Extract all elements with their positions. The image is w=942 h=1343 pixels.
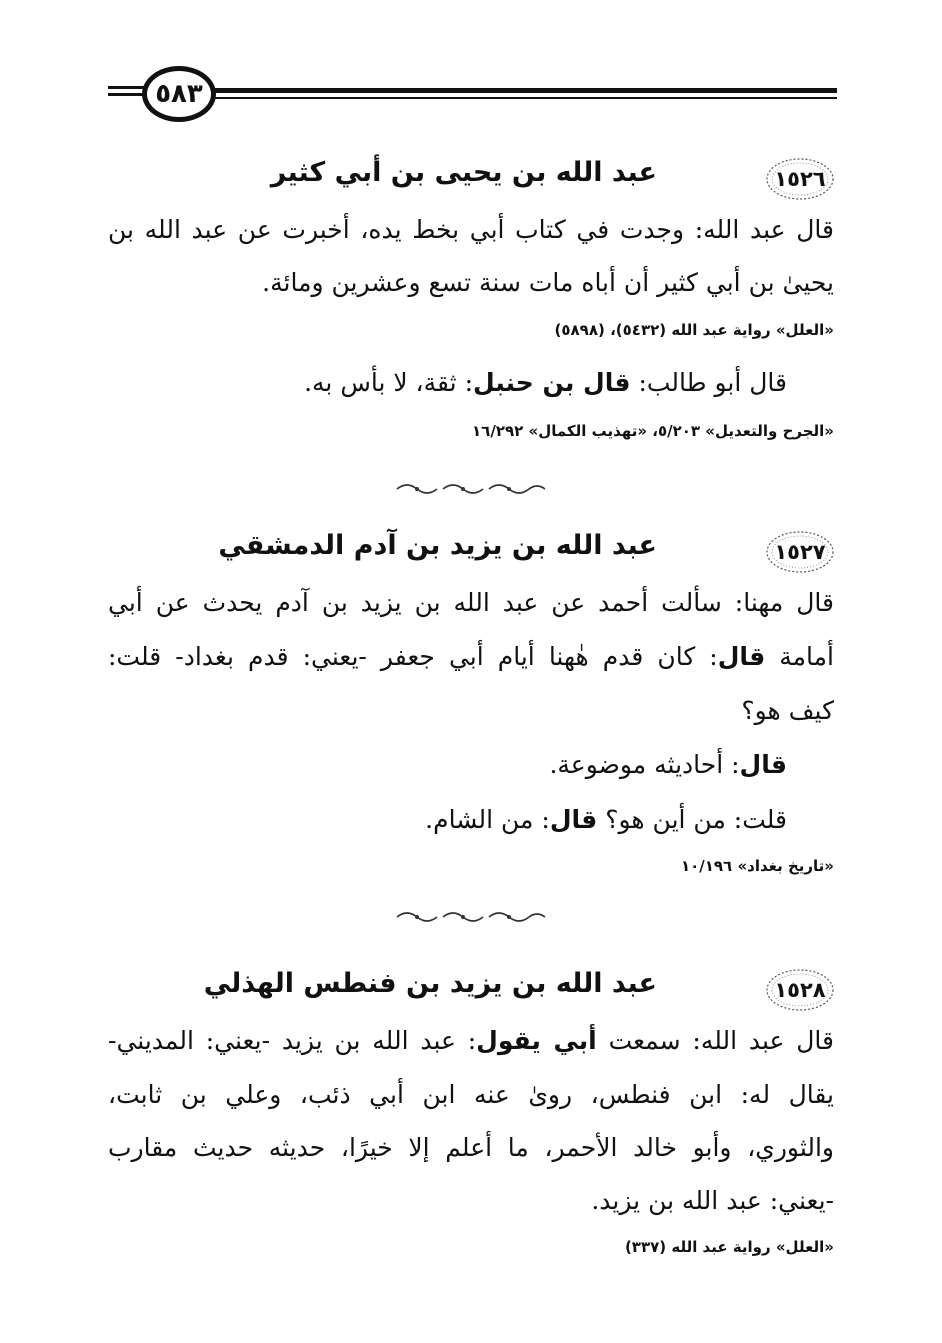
text-span: قال أبو طالب: xyxy=(630,368,787,397)
text-line xyxy=(304,368,787,397)
section-divider-ornament-icon xyxy=(395,910,550,924)
text-line: يحيىٰ بن أبي كثير أن أباه مات سنة تسع وعشرين ومائة. xyxy=(262,268,834,297)
entry-number: ١٥٢٨ xyxy=(774,978,826,1002)
citation: «العلل» رواية عبد الله (٣٣٧) xyxy=(624,1238,834,1256)
text-span: : أحاديثه موضوعة. xyxy=(549,750,740,779)
section-divider-ornament-icon xyxy=(395,482,550,496)
citation: «الجرح والتعديل» ٥/٢٠٣، «تهذيب الكمال» ١٦/٢٩٢ xyxy=(472,422,834,440)
entry-title: عبد الله بن يحيى بن أبي كثير xyxy=(270,157,657,188)
text-span: قال مهنا: سألت أحمد عن عبد الله بن يزيد بن آدم يحدث عن أبي xyxy=(108,588,834,617)
text-line xyxy=(108,588,834,617)
entry-number-badge xyxy=(765,530,835,574)
text-line xyxy=(108,1133,834,1162)
text-line: قال عبد الله: وجدت في كتاب أبي بخط يده، أخبرت عن عبد الله بن xyxy=(108,215,834,244)
text-line xyxy=(425,805,787,834)
text-span: والثوري، وأبو خالد الأحمر، ما أعلم إلا خيرًا، حديثه حديث مقارب xyxy=(108,1133,834,1162)
entry-title: عبد الله بن يزيد بن آدم الدمشقي xyxy=(218,530,657,561)
citation: «العلل» رواية عبد الله (٥٤٣٢)، (٥٨٩٨) xyxy=(554,321,834,339)
entry-number-badge xyxy=(765,968,835,1012)
text-span: كيف هو؟ xyxy=(741,696,834,725)
text-span: : عبد الله بن يزيد -يعني: المديني- xyxy=(108,1026,477,1055)
text-span: -يعني: عبد الله بن يزيد. xyxy=(591,1186,834,1215)
page-number-text: ٥٨٣ xyxy=(155,79,203,109)
text-span: : ثقة، لا بأس به. xyxy=(304,368,474,397)
page-number xyxy=(142,66,216,122)
text-span: أمامة xyxy=(765,642,834,671)
text-line xyxy=(108,642,834,671)
entry-number: ١٥٢٧ xyxy=(774,540,826,564)
text-line xyxy=(108,1080,834,1109)
citation: «تاريخ بغداد» ١٠/١٩٦ xyxy=(680,857,834,875)
text-line xyxy=(741,696,834,725)
entry-number: ١٥٢٦ xyxy=(774,167,826,191)
text-line xyxy=(108,1026,834,1055)
text-span: قلت: من أين هو؟ xyxy=(597,805,787,834)
header-rule-thin xyxy=(205,97,837,99)
keyword-span: قال xyxy=(717,642,766,671)
entry-title: عبد الله بن يزيد بن فنطس الهذلي xyxy=(203,968,657,999)
entry-number-badge xyxy=(765,157,835,201)
text-line xyxy=(591,1186,834,1215)
keyword-span: أبي يقول xyxy=(476,1026,597,1055)
keyword-span: قال بن حنبل xyxy=(473,368,631,397)
header-rule-thick xyxy=(205,88,837,93)
text-span: : كان قدم هٰهنا أيام أبي جعفر -يعني: قدم بغداد- قلت: xyxy=(108,642,718,671)
text-span: : من الشام. xyxy=(425,805,550,834)
text-line xyxy=(549,750,787,779)
text-span: يقال له: ابن فنطس، روىٰ عنه ابن أبي ذئب، وعلي بن ثابت، xyxy=(108,1080,834,1109)
text-span: قال عبد الله: سمعت xyxy=(596,1026,835,1055)
keyword-span: قال xyxy=(549,805,598,834)
keyword-span: قال xyxy=(739,750,787,779)
